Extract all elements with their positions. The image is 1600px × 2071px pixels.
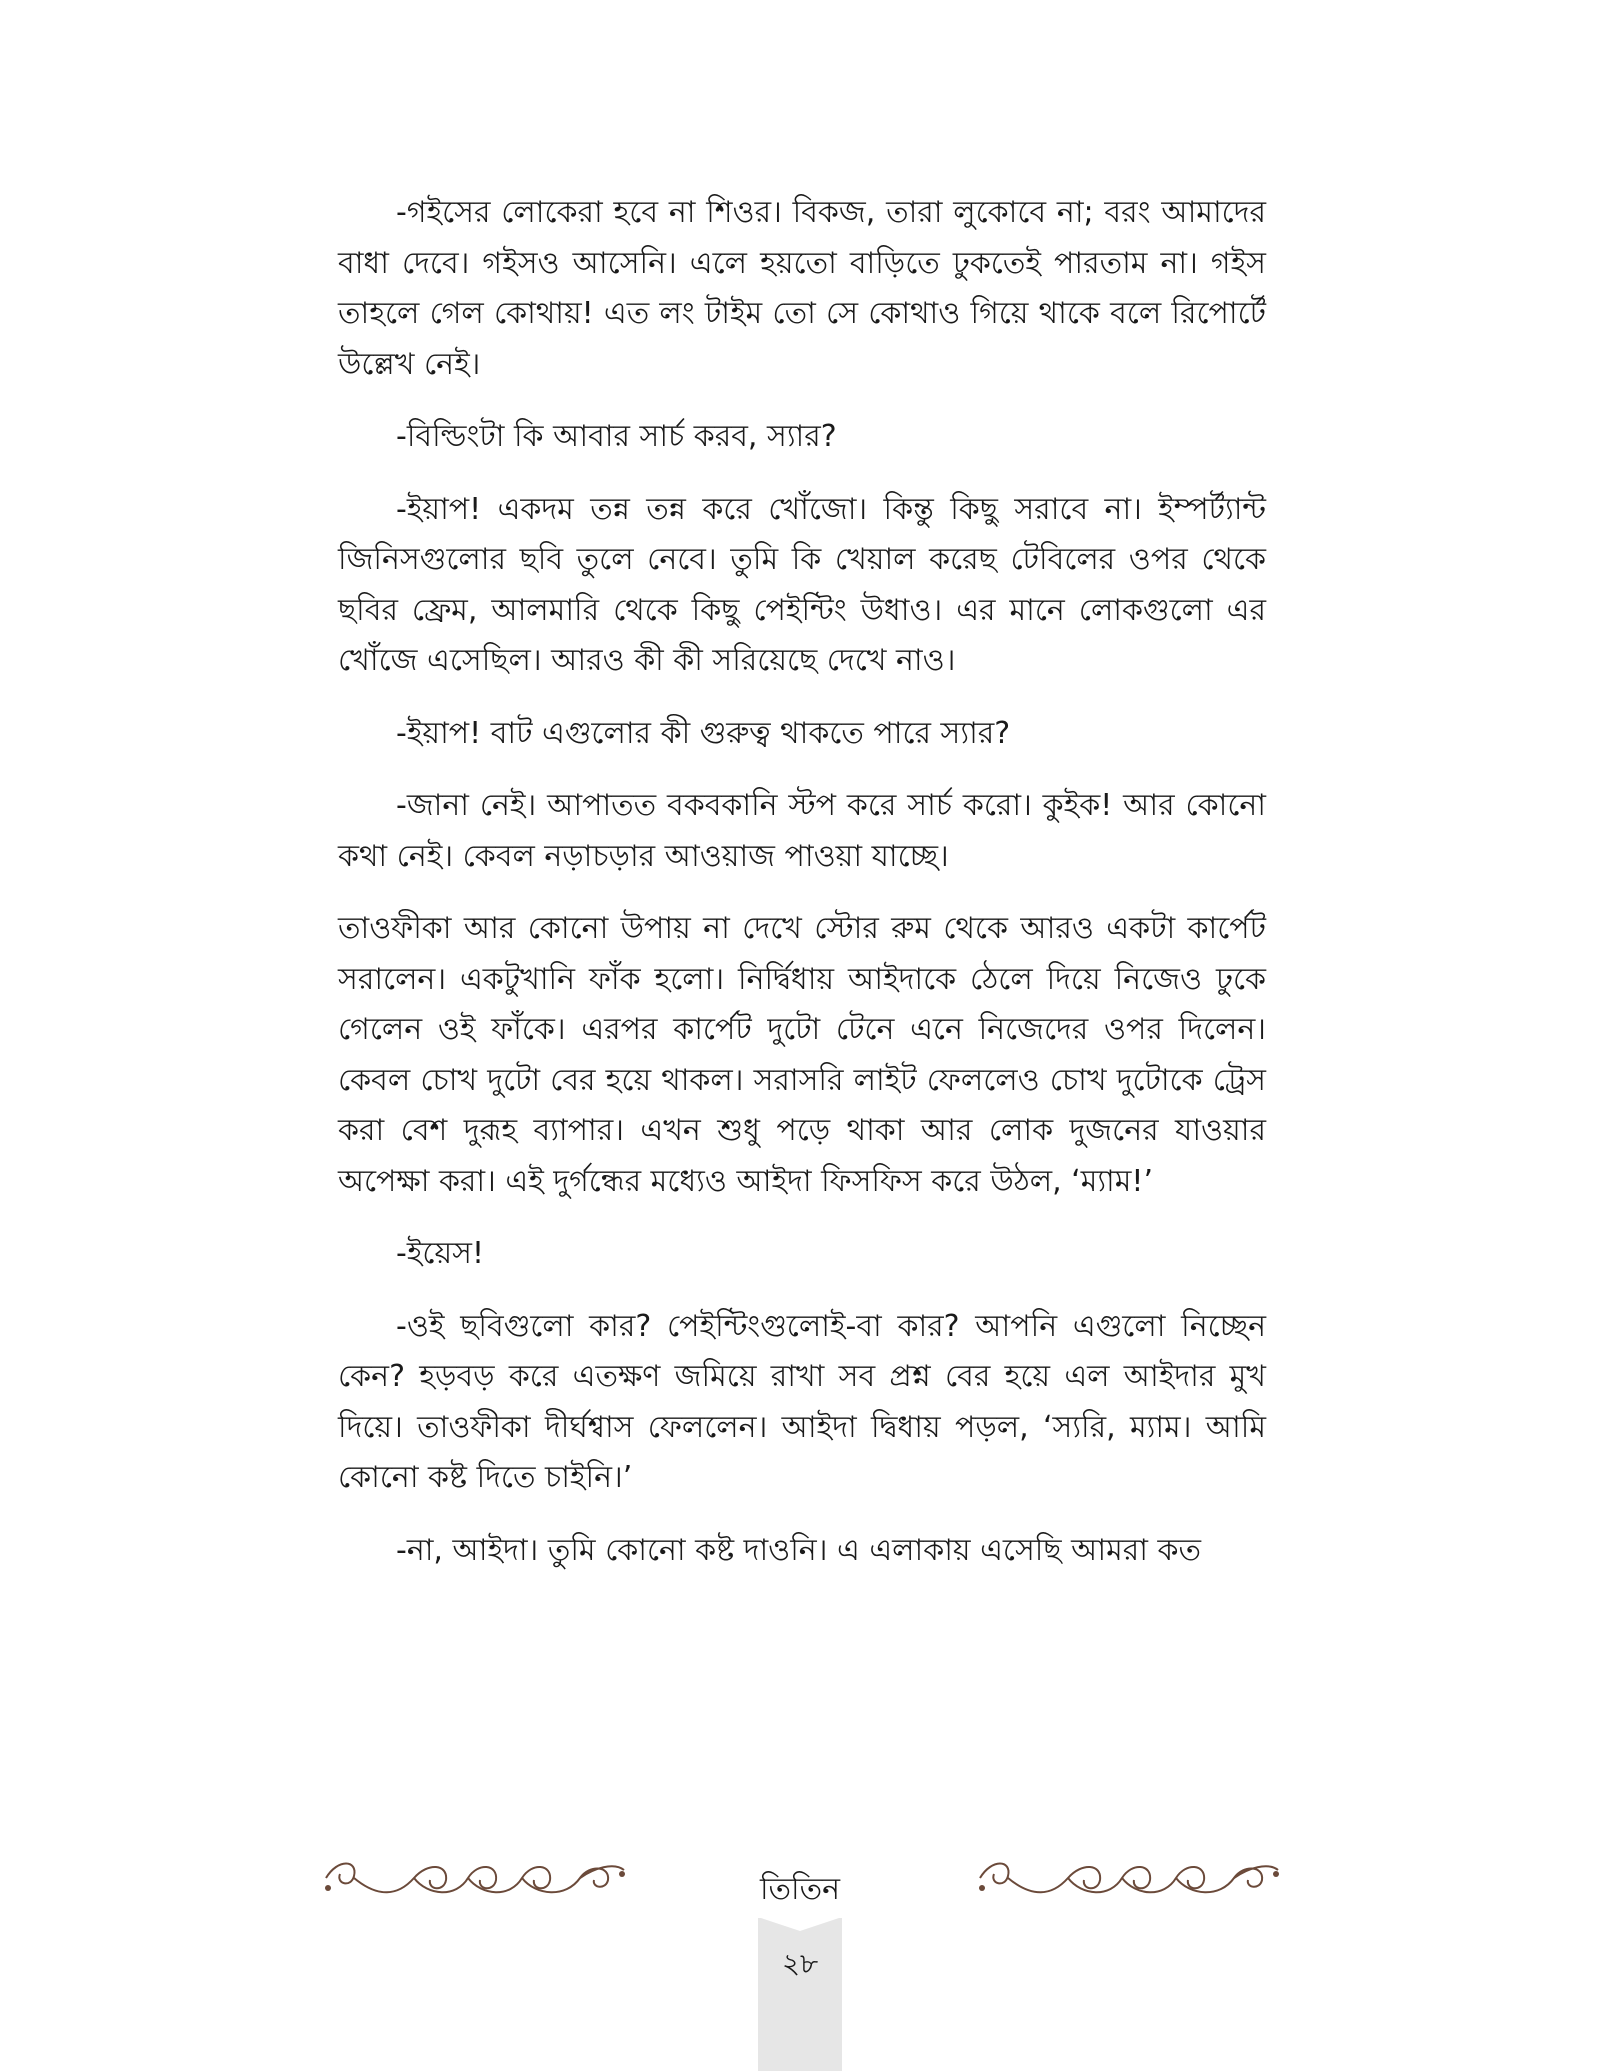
page-number: ২৮ bbox=[781, 1947, 819, 1980]
paragraph-1: -গইসের লোকেরা হবে না শিওর। বিকজ, তারা লুকোবে না; বরং আমাদের বাধা দেবে। গইসও আসেনি। এলে হয়তো বাড়িতে ঢুকতেই পারতাম না। গইস তাহলে গেল কোথায়! এত লং টাইম তো সে কোথাও গিয়ে থাকে বলে রিপোর্টে উল্লেখ নেই। bbox=[338, 195, 1266, 382]
paragraph-4: -ইয়াপ! বাট এগুলোর কী গুরুত্ব থাকতে পারে স্যার? bbox=[396, 715, 1011, 751]
paragraph-9: -না, আইদা। তুমি কোনো কষ্ট দাওনি। এ এলাকায় এসেছি আমরা কত bbox=[396, 1532, 1201, 1568]
paragraph-2: -বিল্ডিংটা কি আবার সার্চ করব, স্যার? bbox=[396, 419, 837, 454]
right-flourish-icon bbox=[972, 1848, 1284, 1908]
paragraph-8: -ওই ছবিগুলো কার? পেইন্টিংগুলোই-বা কার? আপনি এগুলো নিচ্ছেন কেন? হড়বড় করে এতক্ষণ জমিয়ে রাখা সব প্রশ্ন বের হয়ে এল আইদার মুখ দিয়ে। তাওফীকা দীর্ঘশ্বাস ফেললেন। আইদা দ্বিধায় পড়ল, ‘স্যরি, ম্যাম। আমি কোনো কষ্ট দিতে চাইনি।’ bbox=[338, 1308, 1266, 1495]
paragraph-7: -ইয়েস! bbox=[396, 1236, 485, 1271]
body-text bbox=[338, 188, 1266, 1594]
paragraph-6: তাওফীকা আর কোনো উপায় না দেখে স্টোর রুম থেকে আরও একটা কার্পেট সরালেন। একটুখানি ফাঁক হলো। নির্দ্বিধায় আইদাকে ঠেলে দিয়ে নিজেও ঢুকে গেলেন ওই ফাঁকে। এরপর কার্পেট দুটো টেনে এনে নিজেদের ওপর দিলেন। কেবল চোখ দুটো বের হয়ে থাকল। সরাসরি লাইট ফেললেও চোখ দুটোকে ট্রেস করা বেশ দুরূহ ব্যাপার। এখন শুধু পড়ে থাকা আর লোক দুজনের যাওয়ার অপেক্ষা করা। এই দুর্গন্ধের মধ্যেও আইদা ফিসফিস করে উঠল, ‘ম্যাম!’ bbox=[338, 911, 1266, 1199]
book-title: তিতিন bbox=[759, 1872, 841, 1907]
paragraph-3: -ইয়াপ! একদম তন্ন তন্ন করে খোঁজো। কিন্তু কিছু সরাবে না। ইম্পর্ট্যান্ট জিনিসগুলোর ছবি তুলে নেবে। তুমি কি খেয়াল করেছ টেবিলের ওপর থেকে ছবির ফ্রেম, আলমারি থেকে কিছু পেইন্টিং উধাও। এর মানে লোকগুলো এর খোঁজে এসেছিল। আরও কী কী সরিয়েছে দেখে নাও। bbox=[338, 491, 1266, 678]
paragraph-5: -জানা নেই। আপাতত বকবকানি স্টপ করে সার্চ করো। কুইক! আর কোনো কথা নেই। কেবল নড়াচড়ার আওয়াজ পাওয়া যাচ্ছে। bbox=[338, 788, 1266, 874]
page-number-tab bbox=[758, 1918, 842, 2071]
left-flourish-icon bbox=[318, 1848, 630, 1908]
